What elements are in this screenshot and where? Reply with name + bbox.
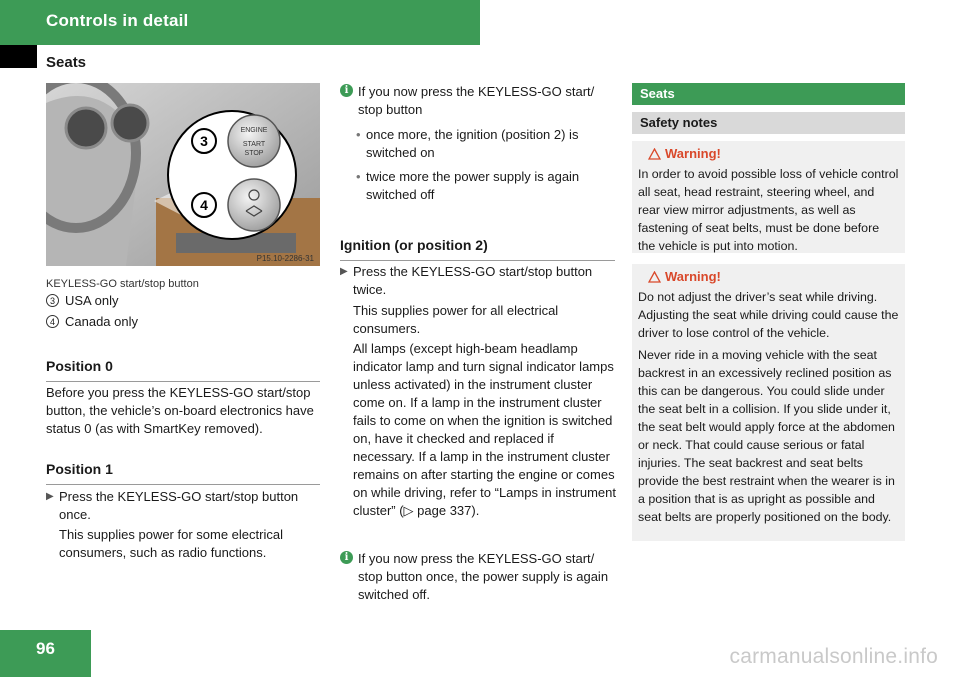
legend-text: Canada only [65, 314, 138, 329]
warning-text: Never ride in a moving vehicle with the seat backrest in an excessively reclined position as this can be dangerous. You could slide under the seat belt in a collision. If you slide under it, the seat belt would apply force at the abdomen or neck. That could cause serious or fatal injuries. The seat backrest and seat belts provide the best restraint when the wearer is in a position that is as upright as possible and seat belts are properly positioned on the body. [638, 348, 895, 524]
ignition-text-1: This supplies power for all electrical consumers. [353, 303, 559, 336]
bullet-text: once more, the ignition (position 2) is switched on [366, 127, 579, 160]
info-icon: i [340, 551, 353, 564]
info-1-bullet [352, 126, 614, 162]
button-bottom-label: STOP [244, 150, 264, 157]
position-1-text: This supplies power for some electrical consumers, such as radio functions. [59, 527, 283, 560]
gauge-right [112, 105, 148, 141]
info-1-intro: If you now press the KEYLESS-GO start/ stop button [358, 84, 595, 117]
warning-triangle-icon [648, 271, 661, 283]
seats-bar: Seats [632, 83, 905, 105]
section-title: Seats [46, 54, 87, 71]
legend-item [46, 292, 118, 310]
info-2-text: If you now press the KEYLESS-GO start/ stop button once, the power supply is again switched off. [358, 551, 609, 602]
heading-position-0: Position 0 [46, 357, 320, 382]
step-text: Press the KEYLESS-GO start/stop button twice. [353, 264, 593, 297]
legend-number: 4 [46, 315, 59, 328]
step-arrow-icon: ▶ [340, 266, 348, 277]
button-top-label: ENGINE [240, 127, 268, 134]
gauge-left [66, 108, 106, 148]
page-number: 96 [36, 639, 55, 658]
bullet-dot-icon: • [356, 127, 361, 142]
ignition-text-2: All lamps (except high-beam headlamp indicator lamp and turn signal indicator lamps unless activated) in the instrument cluster come on. If a lamp in the instrument cluster fails to come on when the ignition is switched on, have it checked and replaced if necessary. If a lamp in the instrument cluster remains on after starting the engine or comes on while driving, refer to “Lamps in instrument cluster” (▷ page 337). [353, 341, 617, 518]
legend-text: USA only [65, 293, 119, 308]
warning-triangle-icon [648, 148, 661, 160]
section-marker [0, 45, 37, 68]
callout-4: 4 [200, 197, 208, 213]
canada-start-button-graphic [228, 179, 280, 231]
chapter-title: Controls in detail [46, 11, 189, 30]
step-arrow-icon: ▶ [46, 491, 54, 502]
heading-position-1: Position 1 [46, 460, 320, 485]
warning-box-2 [632, 264, 905, 541]
info-1-bullet [352, 168, 614, 204]
bullet-dot-icon: • [356, 169, 361, 184]
warning-text: In order to avoid possible loss of vehicle control all seat, head restraint, steering wheel, and rear view mirror adjustments, as well as fastening of seat belts, must be done before the vehicle is put into motion. [638, 167, 899, 253]
step-text: Press the KEYLESS-GO start/stop button once. [59, 489, 299, 522]
callout-3: 3 [200, 133, 208, 149]
legend-item [46, 313, 138, 331]
image-code: P15.10-2286-31 [256, 254, 314, 263]
dashboard-illustration [46, 83, 320, 266]
safety-notes-bar: Safety notes [632, 112, 905, 134]
warning-title: Warning! [665, 146, 721, 161]
bullet-text: twice more the power supply is again switched off [366, 169, 580, 202]
ignition-step [340, 263, 615, 299]
warning-box-1 [632, 141, 905, 253]
warning-title: Warning! [665, 269, 721, 284]
photo-caption: KEYLESS-GO start/stop button [46, 278, 199, 290]
position-0-text: Before you press the KEYLESS-GO start/stop button, the vehicle’s on-board electronics have status 0 (as with SmartKey removed). [46, 385, 314, 436]
info-icon: i [340, 84, 353, 97]
keyless-go-photo [46, 83, 320, 266]
watermark: carmanualsonline.info [729, 645, 938, 668]
button-mid-label: START [242, 141, 266, 148]
heading-ignition: Ignition (or position 2) [340, 236, 615, 261]
warning-text: Do not adjust the driver’s seat while driving. Adjusting the seat while driving could cause the driver to lose control of the vehicle. [638, 290, 899, 340]
legend-number: 3 [46, 294, 59, 307]
position-1-step [46, 488, 320, 524]
